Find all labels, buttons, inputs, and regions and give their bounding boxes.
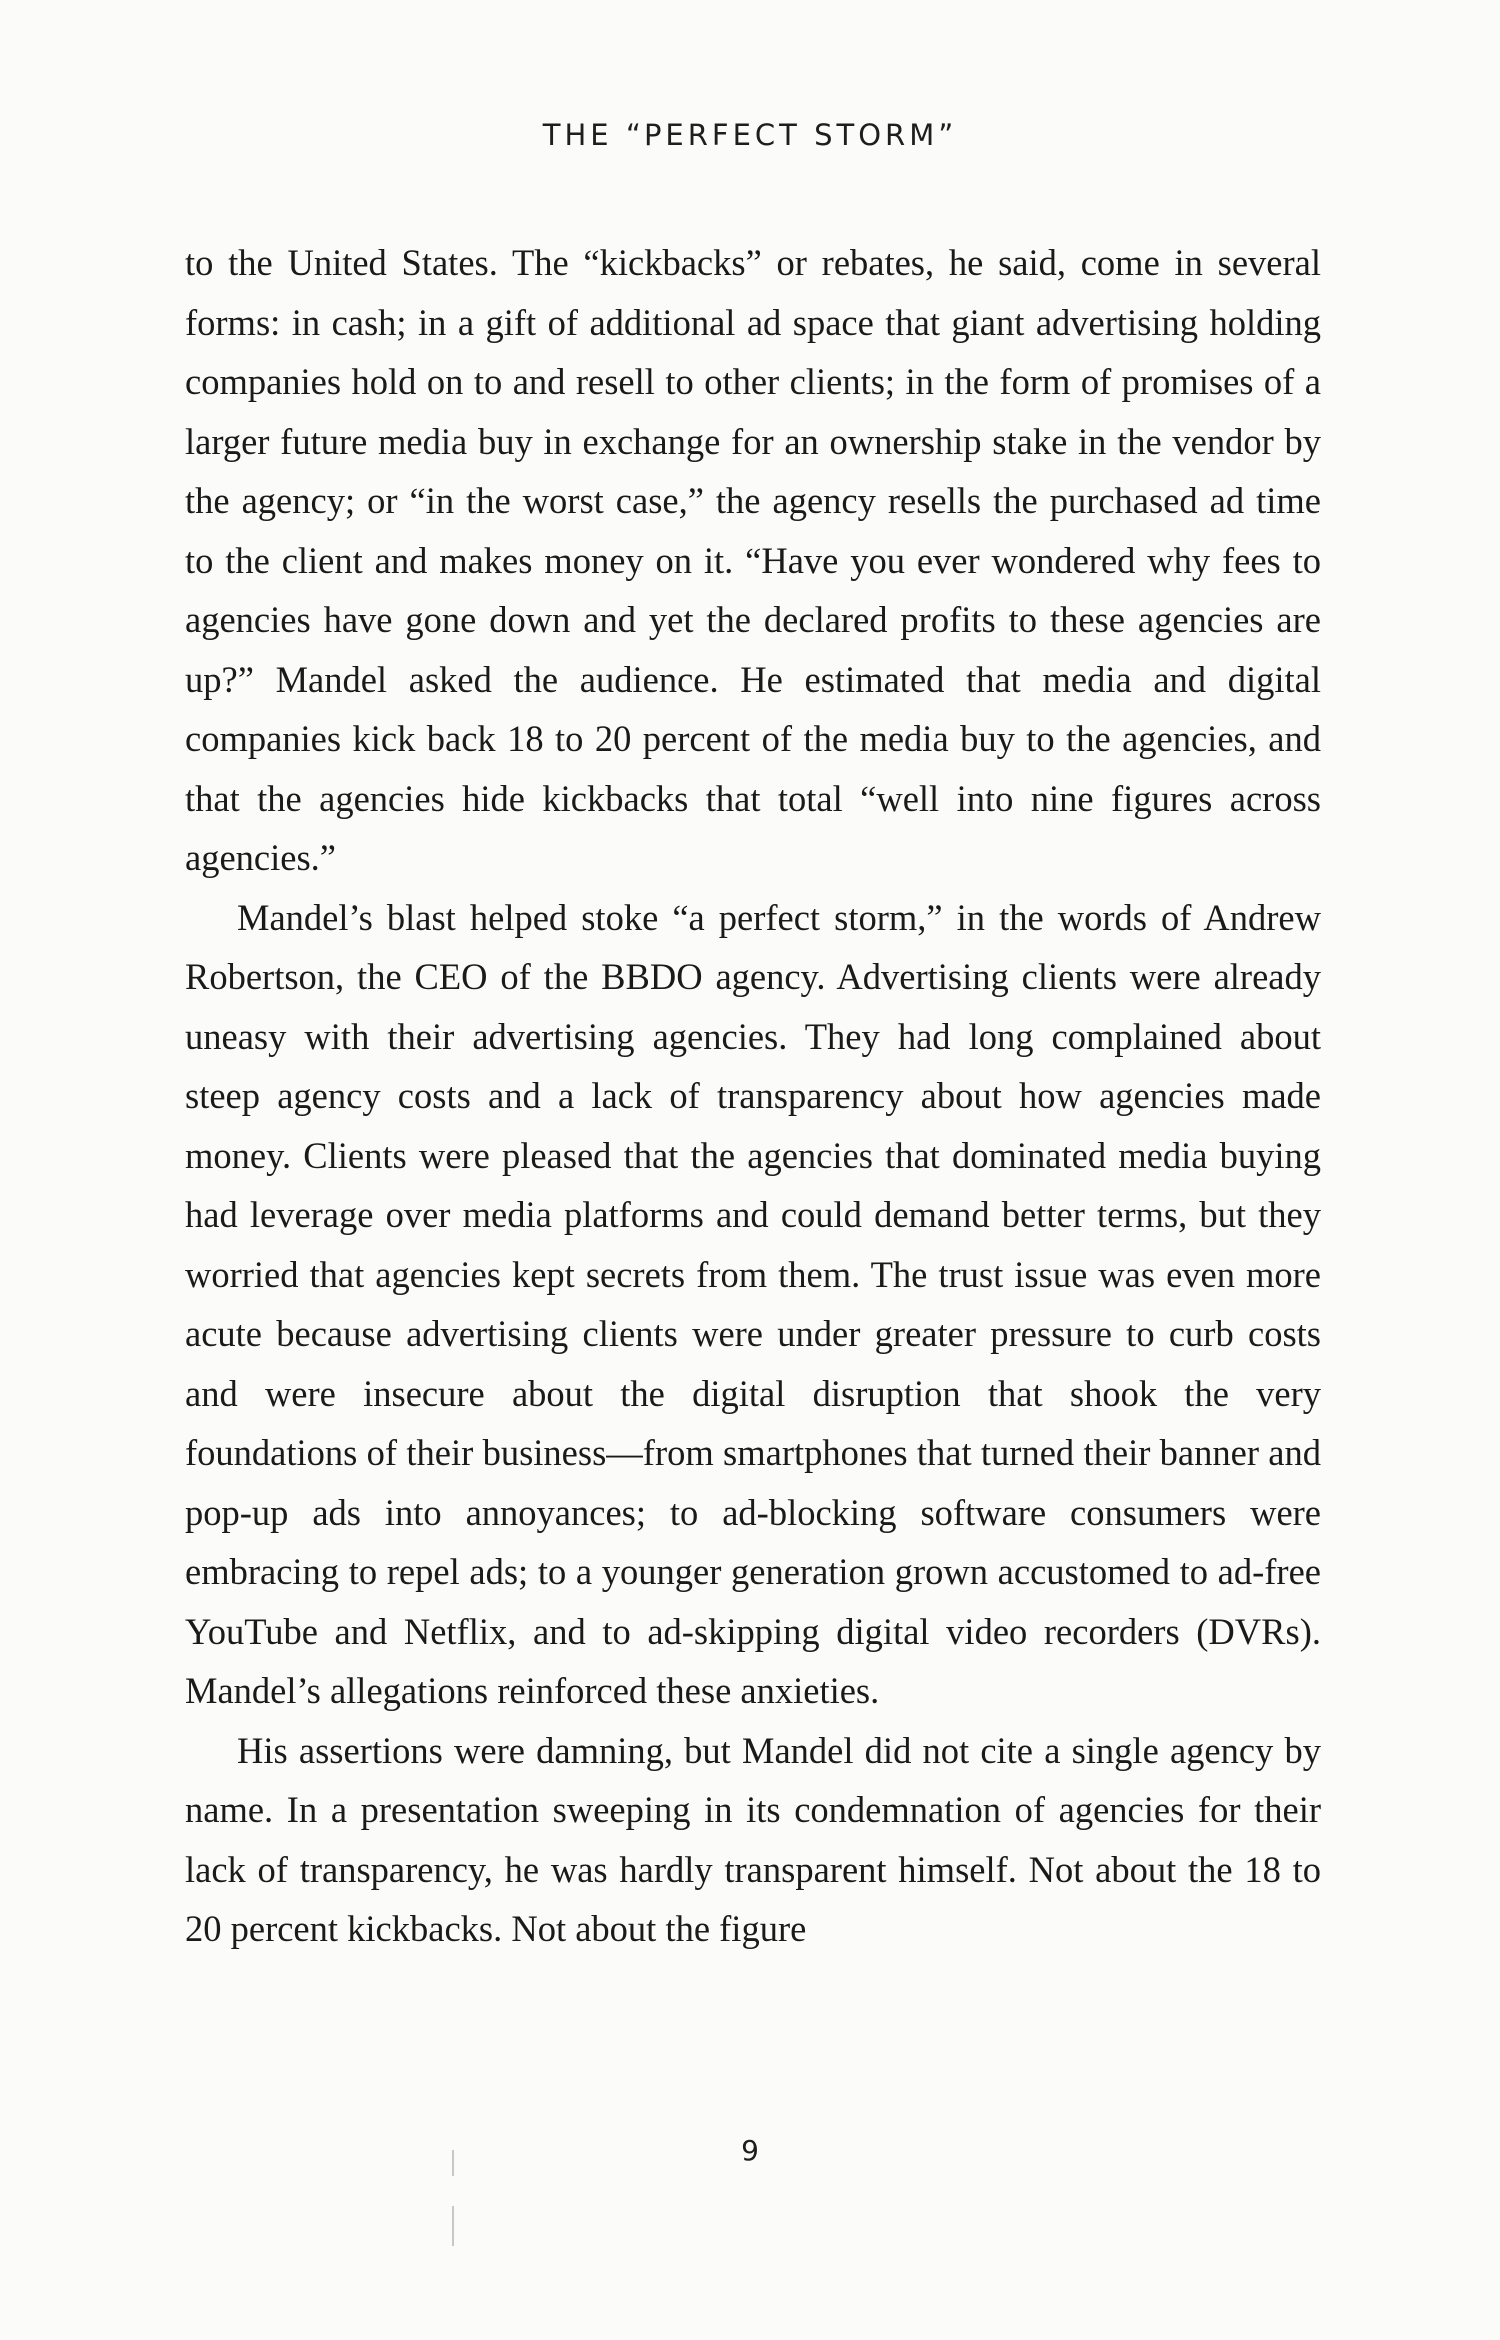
paragraph-3: His assertions were damning, but Mandel did not cite a single agency by name. In a presentation sweeping in its condemnation of agencies for their lack of transparency, he was hardly transparent himself. Not about the 18 to 20 percent kickbacks. Not about the figure xyxy=(185,1729,1321,1949)
paragraph-1: to the United States. The “kickbacks” or rebates, he said, come in several forms: in cash; in a gift of additional ad space that giant advertising holding companies hold on to and resell to other clients; in the form of promises of a larger future media buy in exchange for an ownership stake in the vendor by the agency; or “in the worst case,” the agency resells the purchased ad time to the client and makes money on it. “Have you ever wondered why fees to agencies have gone down and yet the declared profits to these agencies are up?” Mandel asked the audience. He estimated that media and digital companies kick back 18 to 20 percent of the media buy to the agencies, and that the agencies hide kickbacks that total “well into nine figures across agencies.” xyxy=(185,242,1321,878)
scan-mark xyxy=(452,2206,454,2246)
body-text xyxy=(185,233,1321,1959)
paragraph-2: Mandel’s blast helped stoke “a perfect storm,” in the words of Andrew Robertson, the CEO of the BBDO agency. Advertising clients were already uneasy with their advertising agencies. They had long complained about steep agency costs and a lack of transparency about how agencies made money. Clients were pleased that the agencies that dominated media buying had leverage over media platforms and could demand better terms, but they worried that agencies kept secrets from them. The trust issue was even more acute because advertising clients were under greater pressure to curb costs and were insecure about the digital disruption that shook the very foundations of their business—from smartphones that turned their banner and pop-up ads into annoyances; to ad-blocking software consumers were embracing to repel ads; to a younger generation grown accustomed to ad-free YouTube and Netflix, and to ad-skipping digital video recorders (DVRs). Mandel’s allegations reinforced these anxieties. xyxy=(185,896,1321,1711)
scan-mark xyxy=(452,2150,454,2176)
running-head: THE “PERFECT STORM” xyxy=(542,118,958,152)
page-number: 9 xyxy=(741,2134,759,2167)
